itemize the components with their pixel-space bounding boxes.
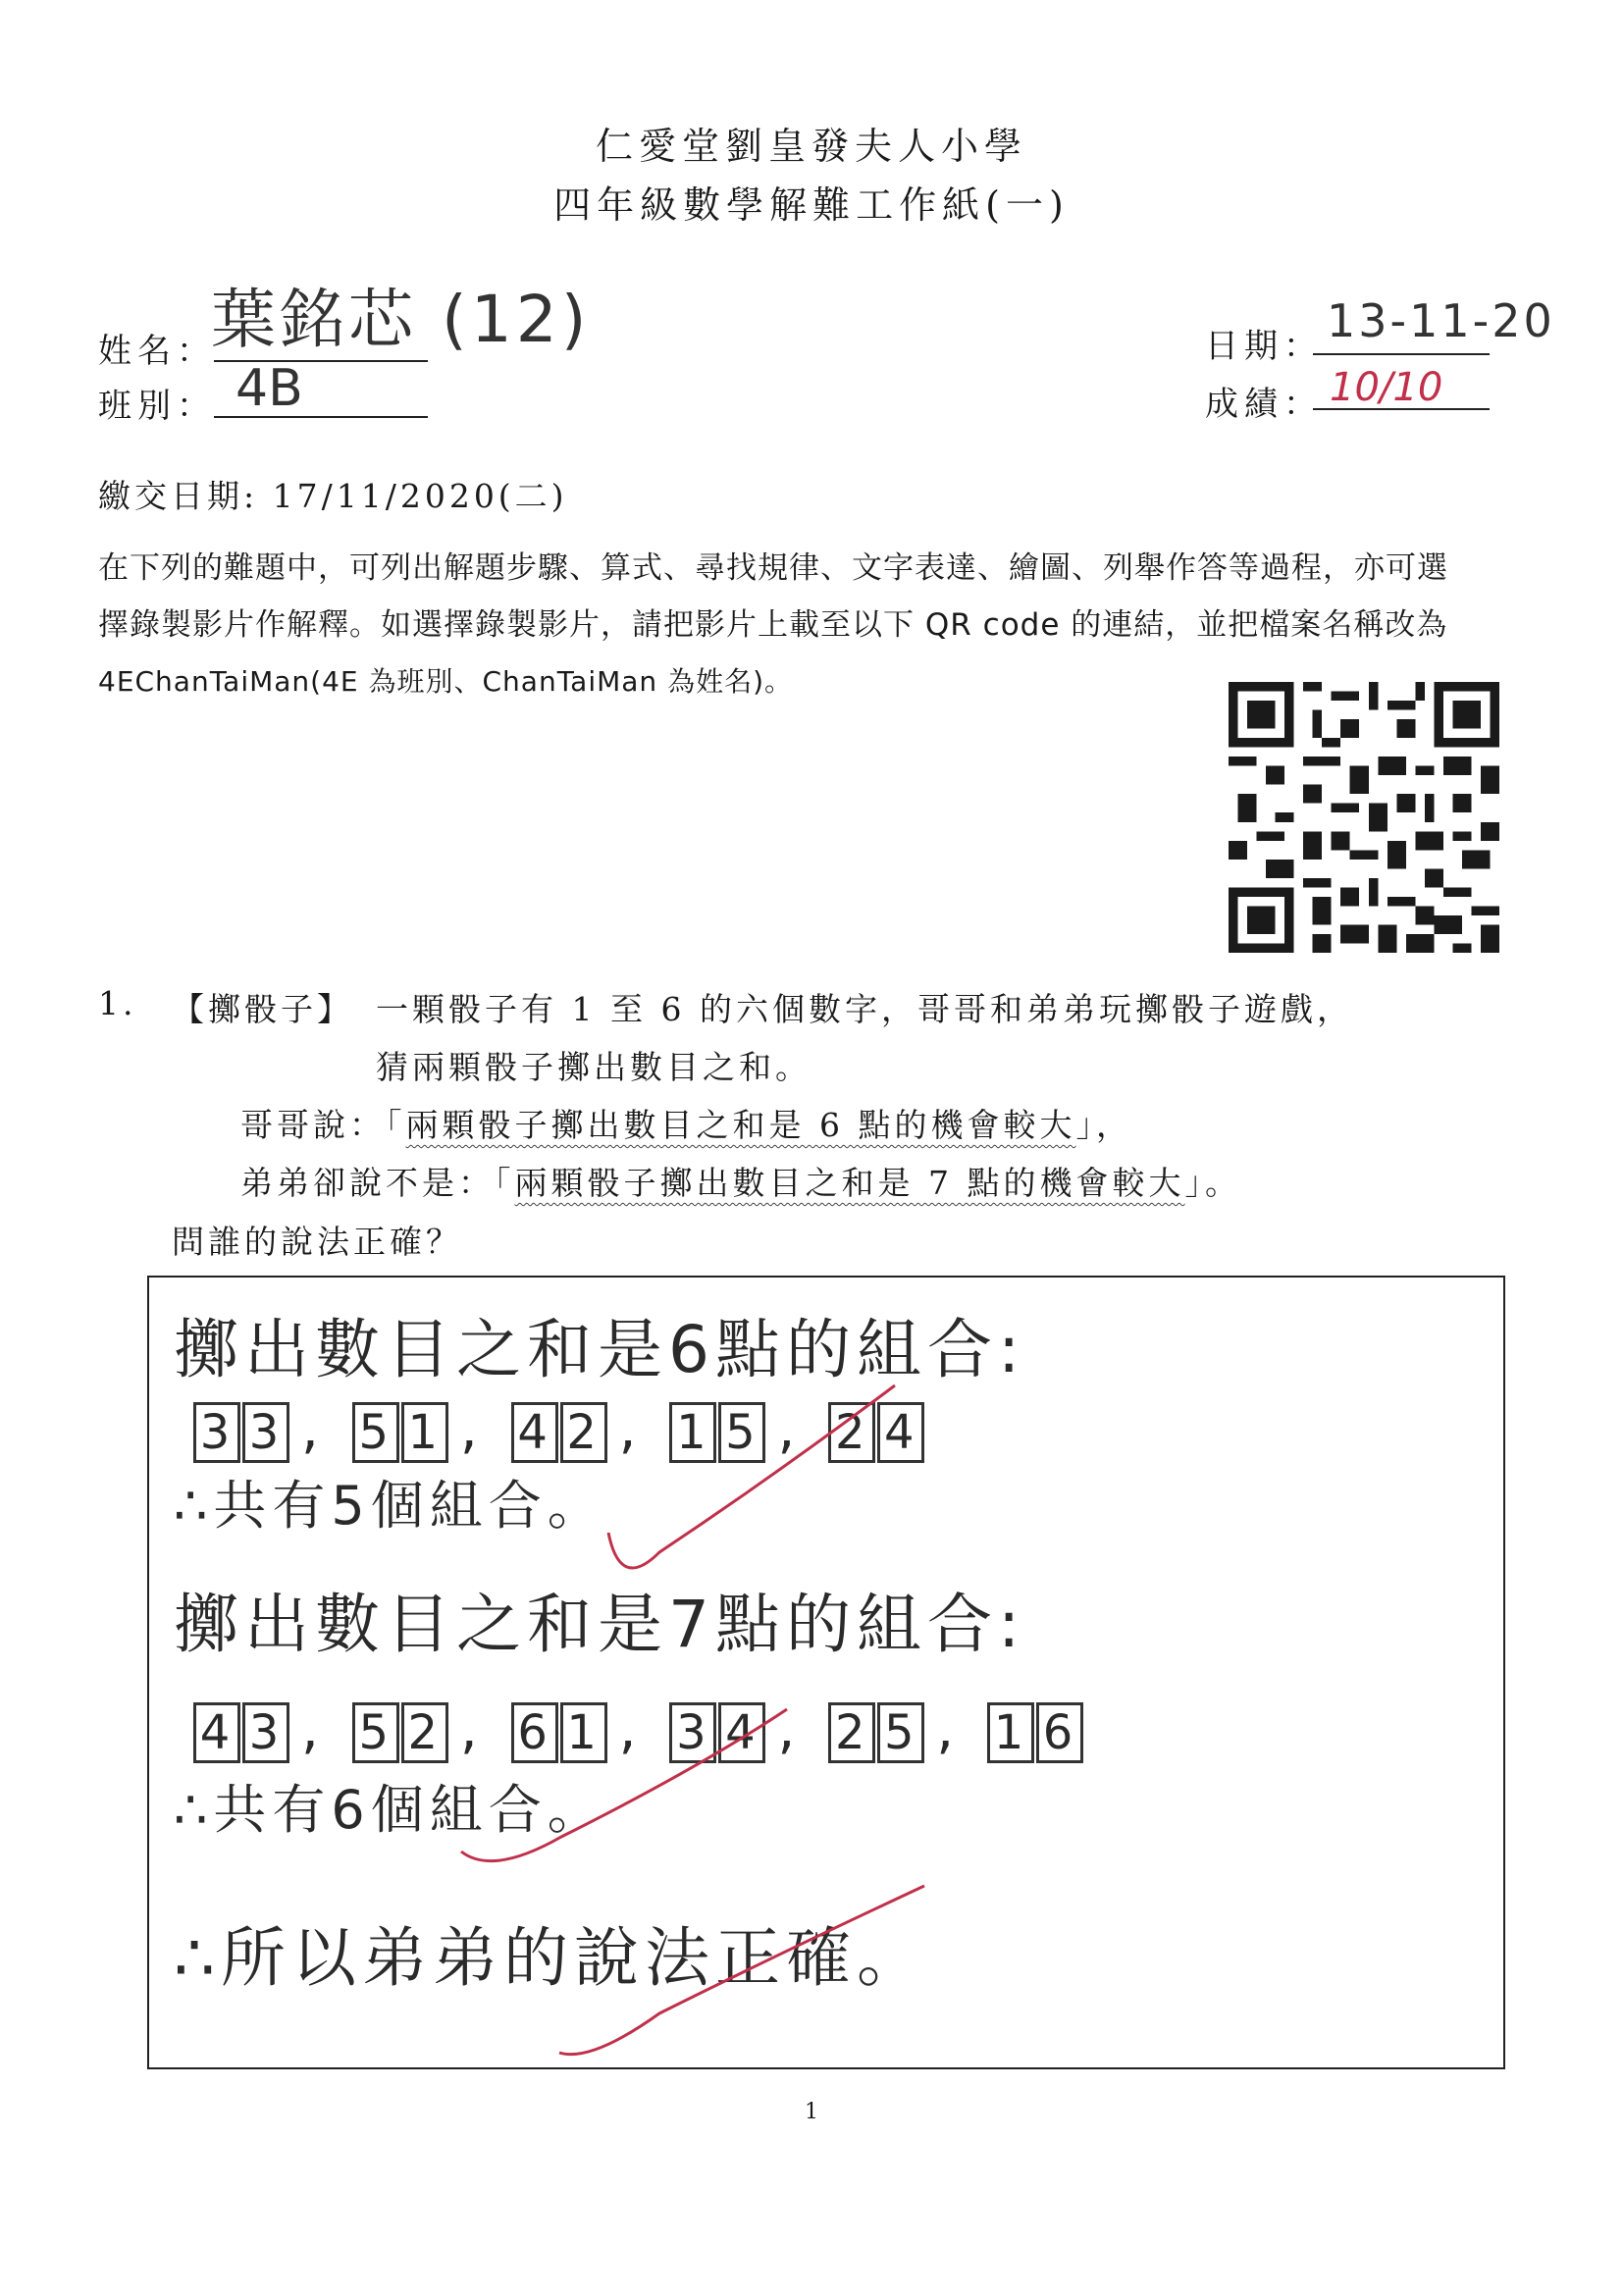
die-face: 1: [669, 1402, 716, 1463]
pair-separator: ,: [301, 1397, 323, 1461]
quote-prefix: 哥哥說：「: [240, 1106, 406, 1144]
die-face: 1: [560, 1702, 607, 1763]
elder-brother-claim: 兩顆骰子擲出數目之和是 6 點的機會較大: [405, 1106, 1076, 1144]
question-line: [240, 1158, 1241, 1204]
instruction-line: 在下列的難題中，可列出解題步驟、算式、尋找規律、文字表達、繪圖、列舉作答等過程，亦可選: [98, 550, 1448, 586]
die-face: 3: [242, 1702, 289, 1763]
die-face: 5: [877, 1702, 924, 1763]
pair-separator: ,: [301, 1697, 323, 1761]
question-prompt: 問誰的說法正確？: [172, 1223, 462, 1261]
name-value: 葉銘芯 (12): [211, 282, 591, 357]
die-face: 2: [560, 1402, 607, 1463]
die-face: 1: [401, 1402, 448, 1463]
die-face: 6: [1036, 1702, 1083, 1763]
date-label: 日期：: [1205, 327, 1323, 366]
answer-box: [147, 1276, 1505, 2069]
die-face: 3: [193, 1402, 240, 1463]
date-underline: [1313, 351, 1490, 355]
die-face: 4: [718, 1702, 765, 1763]
date-value: 13-11-20: [1327, 294, 1555, 347]
answer-heading-6: 擲出數目之和是6點的組合:: [174, 1312, 1026, 1387]
answer-heading-7: 擲出數目之和是7點的組合:: [174, 1587, 1026, 1662]
quote-prefix: 弟弟卻說不是：「: [240, 1164, 515, 1202]
class-underline: [214, 414, 428, 418]
die-face: 5: [352, 1402, 399, 1463]
answer-total-7: ∴共有6個組合。: [174, 1779, 606, 1841]
page-number: 1: [805, 2100, 818, 2124]
question-line: 一顆骰子有 1 至 6 的六個數字，哥哥和弟弟玩擲骰子遊戲，: [376, 990, 1353, 1028]
die-face: 2: [828, 1702, 875, 1763]
die-face: 6: [511, 1702, 558, 1763]
due-date: 繳交日期: 17/11/2020(二): [98, 477, 568, 515]
class-value: 4B: [236, 359, 303, 418]
question-number: 1.: [98, 984, 137, 1022]
pair-separator: ,: [618, 1697, 641, 1761]
answer-conclusion: ∴所以弟弟的說法正確。: [174, 1920, 927, 1996]
pair-separator: ,: [777, 1397, 800, 1461]
pair-separator: ,: [777, 1697, 800, 1761]
teacher-check-marks: [149, 1278, 1503, 2067]
die-face: 3: [242, 1402, 289, 1463]
younger-brother-claim: 兩顆骰子擲出數目之和是 7 點的機會較大: [514, 1164, 1185, 1202]
question-tag: 【擲骰子】: [172, 990, 353, 1028]
instruction-line: 4EChanTaiMan(4E 為班別、ChanTaiMan 為姓名)。: [98, 665, 794, 698]
instruction-line: 擇錄製影片作解釋。如選擇錄製影片，請把影片上載至以下 QR code 的連結，並把檔案名稱改為: [98, 607, 1448, 643]
qr-code-icon[interactable]: [1229, 682, 1499, 953]
school-name: 仁愛堂劉皇發夫人小學: [595, 125, 1027, 168]
class-label: 班別：: [98, 387, 216, 426]
pair-separator: ,: [618, 1397, 641, 1461]
name-label: 姓名：: [98, 332, 216, 371]
die-face: 4: [193, 1702, 240, 1763]
score-label: 成績：: [1205, 385, 1323, 424]
worksheet-title: 四年級數學解難工作紙(一): [553, 183, 1070, 227]
die-face: 2: [401, 1702, 448, 1763]
answer-total-6: ∴共有5個組合。: [174, 1475, 606, 1537]
quote-suffix: 」。: [1184, 1164, 1241, 1202]
quote-suffix: 」，: [1075, 1106, 1132, 1144]
die-face: 4: [511, 1402, 558, 1463]
score-underline: [1313, 406, 1490, 410]
score-value: 10/10: [1330, 365, 1443, 410]
die-face: 1: [987, 1702, 1034, 1763]
die-face: 2: [828, 1402, 875, 1463]
die-face: 3: [669, 1702, 716, 1763]
die-face: 5: [718, 1402, 765, 1463]
question-line: [240, 1100, 1132, 1146]
pair-separator: ,: [936, 1697, 959, 1761]
pair-separator: ,: [459, 1697, 482, 1761]
question-line: 猜兩顆骰子擲出數目之和。: [376, 1048, 812, 1086]
die-face: 5: [352, 1702, 399, 1763]
die-face: 4: [877, 1402, 924, 1463]
pair-separator: ,: [459, 1397, 482, 1461]
